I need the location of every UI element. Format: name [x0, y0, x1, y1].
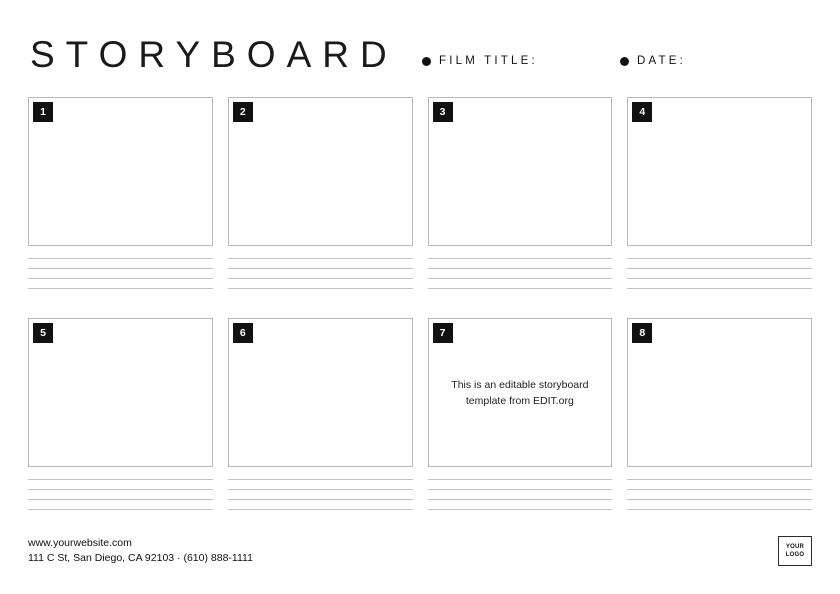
rule-line: [228, 278, 413, 279]
rule-line: [627, 278, 812, 279]
rule-line: [28, 509, 213, 510]
frame-number-badge: 4: [632, 102, 652, 122]
rule-line: [428, 509, 613, 510]
rule-line: [28, 479, 213, 480]
rule-line: [428, 489, 613, 490]
rule-line: [428, 499, 613, 500]
frame-number-badge: 8: [632, 323, 652, 343]
storyboard-frame[interactable]: [428, 97, 613, 246]
rule-line: [428, 268, 613, 269]
rule-line: [627, 499, 812, 500]
caption-lines[interactable]: [428, 479, 613, 510]
storyboard-frame[interactable]: [228, 97, 413, 246]
rule-line: [627, 489, 812, 490]
rule-line: [28, 499, 213, 500]
caption-lines[interactable]: [627, 479, 812, 510]
film-title-label: FILM TITLE:: [439, 55, 538, 67]
storyboard-row-2: [28, 318, 812, 510]
rule-line: [228, 258, 413, 259]
rule-line: [627, 479, 812, 480]
storyboard-frame[interactable]: [28, 97, 213, 246]
page-footer: [28, 536, 812, 570]
rule-line: [228, 479, 413, 480]
bullet-dot-icon: [620, 57, 629, 66]
storyboard-frame[interactable]: [428, 318, 613, 467]
rule-line: [28, 278, 213, 279]
frame-group-2: [28, 318, 812, 467]
rule-line: [627, 509, 812, 510]
frame-number-badge: 6: [233, 323, 253, 343]
rule-line: [28, 258, 213, 259]
caption-lines-row-2: [28, 479, 812, 510]
logo-line-2: LOGO: [785, 552, 805, 558]
caption-lines[interactable]: [627, 258, 812, 289]
date-field[interactable]: [620, 55, 686, 67]
rule-line: [228, 499, 413, 500]
rule-line: [28, 288, 213, 289]
storyboard-frame[interactable]: [28, 318, 213, 467]
rule-line: [28, 268, 213, 269]
frame-number-badge: 7: [433, 323, 453, 343]
rule-line: [228, 268, 413, 269]
rule-line: [228, 509, 413, 510]
frame-number-badge: 5: [33, 323, 53, 343]
caption-lines[interactable]: [428, 258, 613, 289]
caption-lines[interactable]: [228, 258, 413, 289]
frame-number-badge: 1: [33, 102, 53, 122]
page-header: [30, 33, 810, 85]
rule-line: [428, 258, 613, 259]
caption-lines-row-1: [28, 258, 812, 289]
footer-website[interactable]: www.yourwebsite.com: [28, 537, 132, 549]
rule-line: [627, 258, 812, 259]
storyboard-frame[interactable]: [627, 318, 812, 467]
caption-lines[interactable]: [228, 479, 413, 510]
frame-note[interactable]: This is an editable storyboard template from EDIT.org: [451, 378, 589, 407]
logo-line-1: YOUR: [785, 544, 805, 550]
rule-line: [228, 288, 413, 289]
page-title: STORYBOARD: [30, 34, 398, 75]
storyboard-frame[interactable]: [228, 318, 413, 467]
footer-address: 111 C St, San Diego, CA 92103 · (610) 888-1111: [28, 552, 253, 564]
rule-line: [28, 489, 213, 490]
bullet-dot-icon: [422, 57, 431, 66]
caption-lines[interactable]: [28, 479, 213, 510]
footer-contact: [28, 536, 253, 566]
storyboard-frame[interactable]: [627, 97, 812, 246]
rule-line: [627, 288, 812, 289]
caption-lines[interactable]: [28, 258, 213, 289]
storyboard-row-1: [28, 97, 812, 289]
date-label: DATE:: [637, 55, 687, 67]
rule-line: [428, 479, 613, 480]
rule-line: [228, 489, 413, 490]
frame-number-badge: 3: [433, 102, 453, 122]
logo-placeholder[interactable]: [778, 536, 812, 566]
film-title-field[interactable]: [422, 55, 538, 67]
frame-group-1: [28, 97, 812, 246]
frame-number-badge: 2: [233, 102, 253, 122]
rule-line: [428, 288, 613, 289]
rule-line: [428, 278, 613, 279]
rule-line: [627, 268, 812, 269]
